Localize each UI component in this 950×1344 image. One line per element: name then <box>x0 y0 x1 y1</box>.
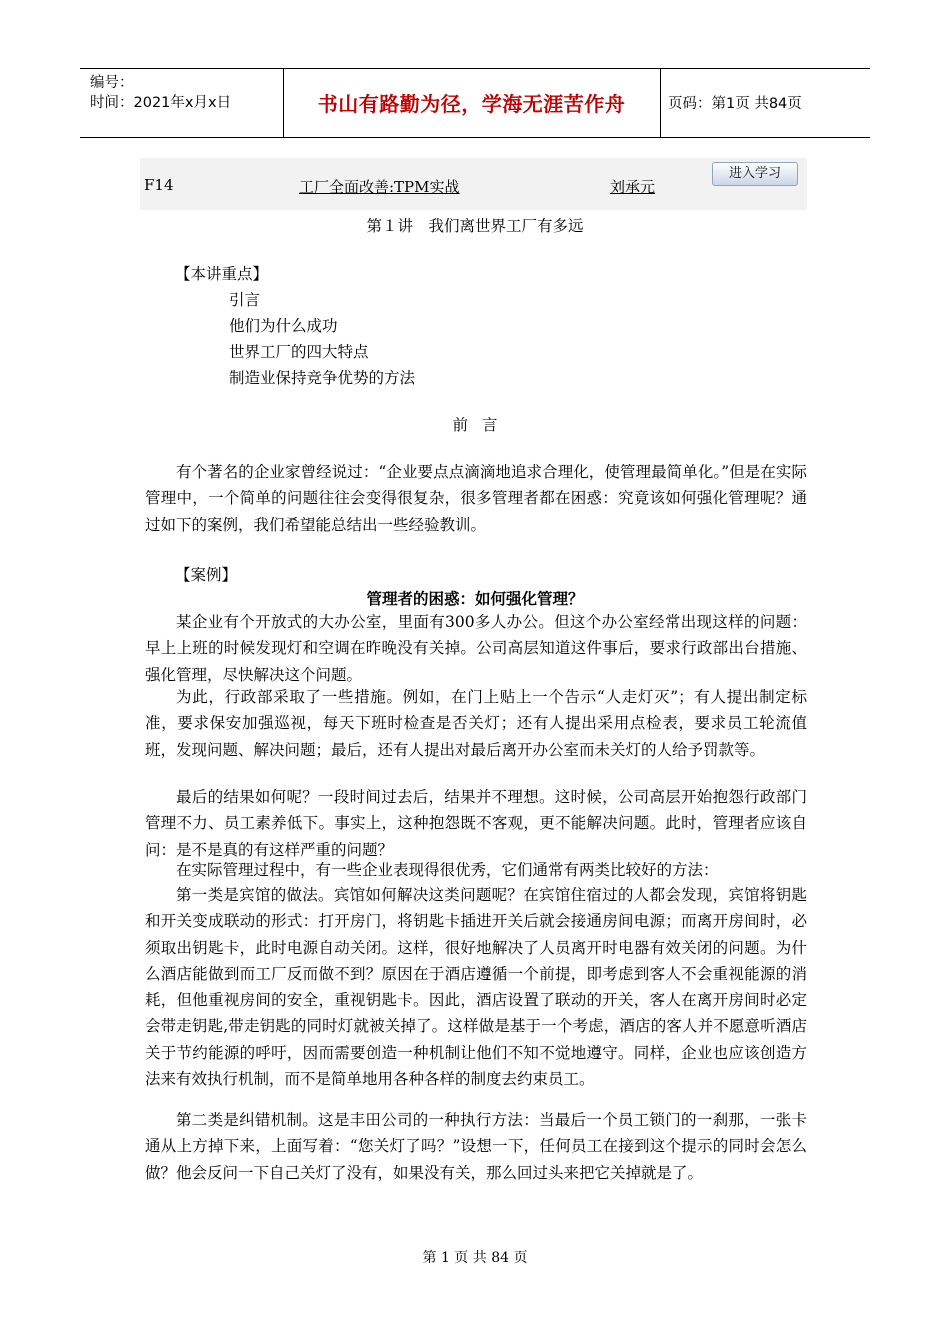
key-points-heading: 【本讲重点】 <box>175 265 269 283</box>
enter-study-button[interactable]: 进入学习 <box>712 162 798 186</box>
document-header <box>80 68 870 138</box>
case-heading: 【案例】 <box>175 566 238 584</box>
intro-paragraph: 有个著名的企业家曾经说过：“企业要点点滴滴地追求合理化，使管理最简单化。”但是在实际管理中，一个简单的问题往往会变得很复杂，很多管理者都在困惑：究竟该如何强化管理呢？通过如下的案例，我们希望能总结出一些经验教训。 <box>145 463 807 534</box>
date-line: 时间：2021年x月x日 <box>90 95 232 111</box>
course-bar <box>140 158 807 210</box>
case-paragraph: 第一类是宾馆的做法。宾馆如何解决这类问题呢？在宾馆住宿过的人都会发现，宾馆将钥匙和开关变成联动的形式：打开房门，将钥匙卡插进开关后就会接通房间电源；而离开房间时，必须取出钥匙卡，此时电源自动关闭。这样，很好地解决了人员离开时电器有效关闭的问题。为什么酒店能做到而工厂反而做不到？原因在于酒店遵循一个前提，即考虑到客人不会重视能源的消耗，但他重视房间的安全，重视钥匙卡。因此，酒店设置了联动的开关，客人在离开房间时必定会带走钥匙,带走钥匙的同时灯就被关掉了。这样做是基于一个考虑，酒店的客人并不愿意听酒店关于节约能源的呼吁，因而需要创造一种机制让他们不知不觉地遵守。同样，企业也应该创造方法来有效执行机制，而不是简单地用各种各样的制度去约束员工。 <box>145 886 807 1089</box>
course-title-link[interactable]: 工厂全面改善:TPM实战 <box>299 178 460 196</box>
key-point-item: 制造业保持竞争优势的方法 <box>229 369 416 387</box>
key-point-item: 世界工厂的四大特点 <box>229 343 369 361</box>
case-paragraph: 为此，行政部采取了一些措施。例如，在门上贴上一个告示“人走灯灭”；有人提出制定标准，要求保安加强巡视，每天下班时检查是否关灯；还有人提出采用点检表，要求员工轮流值班，发现问题、解决问题；最后，还有人提出对最后离开办公室而未关灯的人给予罚款等。 <box>145 688 807 759</box>
case-paragraph: 最后的结果如何呢？一段时间过去后，结果并不理想。这时候，公司高层开始抱怨行政部门管理不力、员工素养低下。事实上，这种抱怨既不客观，更不能解决问题。此时，管理者应该自问：是不是真的有这样严重的问题？ <box>145 788 807 859</box>
header-motto: 书山有路勤为径，学海无涯苦作舟 <box>317 92 626 116</box>
key-points-list <box>229 287 415 391</box>
key-point-item: 引言 <box>229 291 261 309</box>
case-title: 管理者的困惑：如何强化管理？ <box>366 589 584 608</box>
course-author-link[interactable]: 刘承元 <box>610 178 656 196</box>
header-page-info: 页码：第1页 共84页 <box>668 96 802 112</box>
course-code: F14 <box>144 176 174 194</box>
page-footer: 第 1 页 共 84 页 <box>422 1250 528 1266</box>
key-point-item: 他们为什么成功 <box>229 317 338 335</box>
preface-title: 前言 <box>452 416 512 434</box>
case-paragraph: 在实际管理过程中，有一些企业表现得很优秀，它们通常有两类比较好的方法： <box>176 861 719 879</box>
case-paragraph: 第二类是纠错机制。这是丰田公司的一种执行方法：当最后一个员工锁门的一刹那，一张卡通从上方掉下来，上面写着：“您关灯了吗？”设想一下，任何员工在接到这个提示的同时会怎么做？他会反问一下自己关灯了没有，如果没有关，那么回过头来把它关掉就是了。 <box>145 1111 807 1182</box>
lecture-title: 第１讲 我们离世界工厂有多远 <box>366 217 584 235</box>
header-divider <box>660 69 661 137</box>
case-paragraph: 某企业有个开放式的大办公室，里面有300多人办公。但这个办公室经常出现这样的问题：早上上班的时候发现灯和空调在昨晚没有关掉。公司高层知道这件事后，要求行政部出台措施、强化管理，尽快解决这个问题。 <box>145 613 807 684</box>
header-meta <box>90 73 231 113</box>
doc-number-label: 编号： <box>90 75 134 91</box>
